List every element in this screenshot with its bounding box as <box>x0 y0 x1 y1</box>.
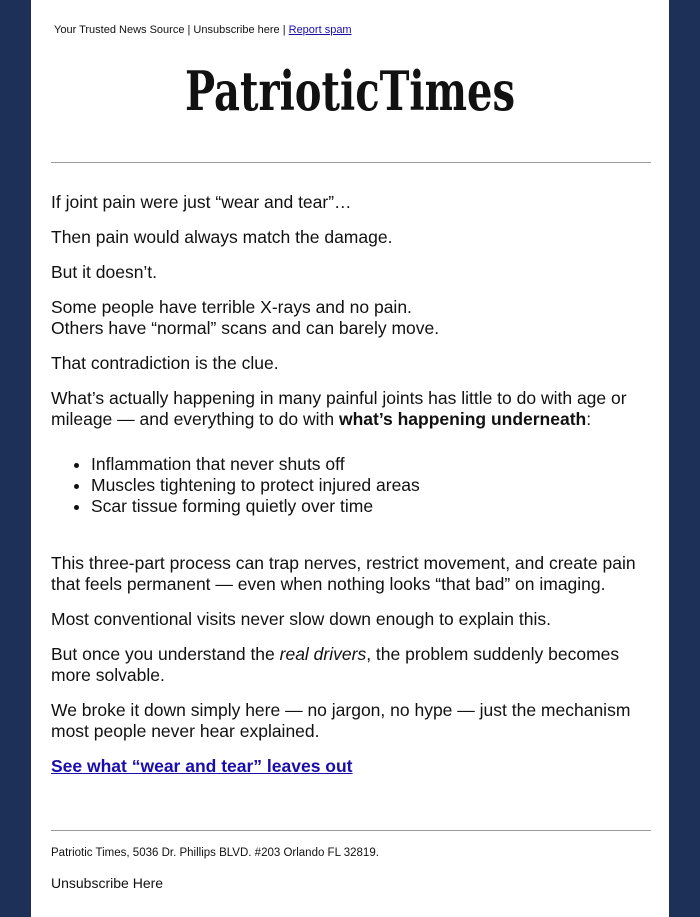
tagline: Your Trusted News Source <box>54 24 185 36</box>
paragraph <box>51 388 651 430</box>
list-item: • Inflammation that never shuts off <box>91 454 651 475</box>
line: Some people have terrible X-rays and no pain. <box>51 297 412 317</box>
bold-text: what’s happening underneath <box>338 409 587 429</box>
top-bar <box>54 24 352 36</box>
line: Others have “normal” scans and can barely move. <box>51 318 440 338</box>
text: But once you understand the <box>51 644 280 664</box>
paragraph: This three-part process can trap nerves, restrict movement, and create pain that feels permanent — even when nothing looks “that bad” on imaging. <box>51 553 636 594</box>
paragraph: That contradiction is the clue. <box>51 353 279 373</box>
text: , the problem suddenly becomes more solvable. <box>51 644 620 685</box>
email-card <box>31 0 669 917</box>
logo-text: PatrioticTimes <box>185 59 515 123</box>
paragraph: Then pain would always match the damage. <box>51 227 393 247</box>
separator: | <box>184 24 194 36</box>
italic-text: real drivers <box>279 644 367 664</box>
bullet-list <box>51 454 651 517</box>
separator: | <box>279 24 289 36</box>
email-body <box>51 192 651 791</box>
list-item: • Scar tissue forming quietly over time <box>91 496 651 517</box>
paragraph: We broke it down simply here — no jargon, no hype — just the mechanism most people never hear explained. <box>51 700 631 741</box>
cta-link[interactable]: See what “wear and tear” leaves out <box>51 756 353 776</box>
divider-top <box>51 162 651 163</box>
paragraph: But it doesn’t. <box>51 262 158 282</box>
text: What’s actually happening in many painful joints has little to do with age or mileage — and everything to do with <box>51 388 627 429</box>
report-spam-link[interactable]: Report spam <box>288 24 352 36</box>
brand-logo <box>31 60 669 132</box>
paragraph: If joint pain were just “wear and tear”… <box>51 192 352 212</box>
logo-wordmark <box>180 60 520 132</box>
text: : <box>586 409 592 429</box>
divider-bottom <box>51 830 651 831</box>
paragraph <box>51 297 651 339</box>
paragraph <box>51 644 651 686</box>
paragraph: Most conventional visits never slow down enough to explain this. <box>51 609 551 629</box>
list-item: • Muscles tightening to protect injured areas <box>91 475 651 496</box>
unsubscribe-link-top[interactable]: Unsubscribe here <box>193 24 280 36</box>
cta-paragraph <box>51 756 651 777</box>
unsubscribe-link-footer[interactable]: Unsubscribe Here <box>51 875 164 891</box>
footer-address: Patriotic Times, 5036 Dr. Phillips BLVD. #203 Orlando FL 32819. <box>51 847 379 859</box>
